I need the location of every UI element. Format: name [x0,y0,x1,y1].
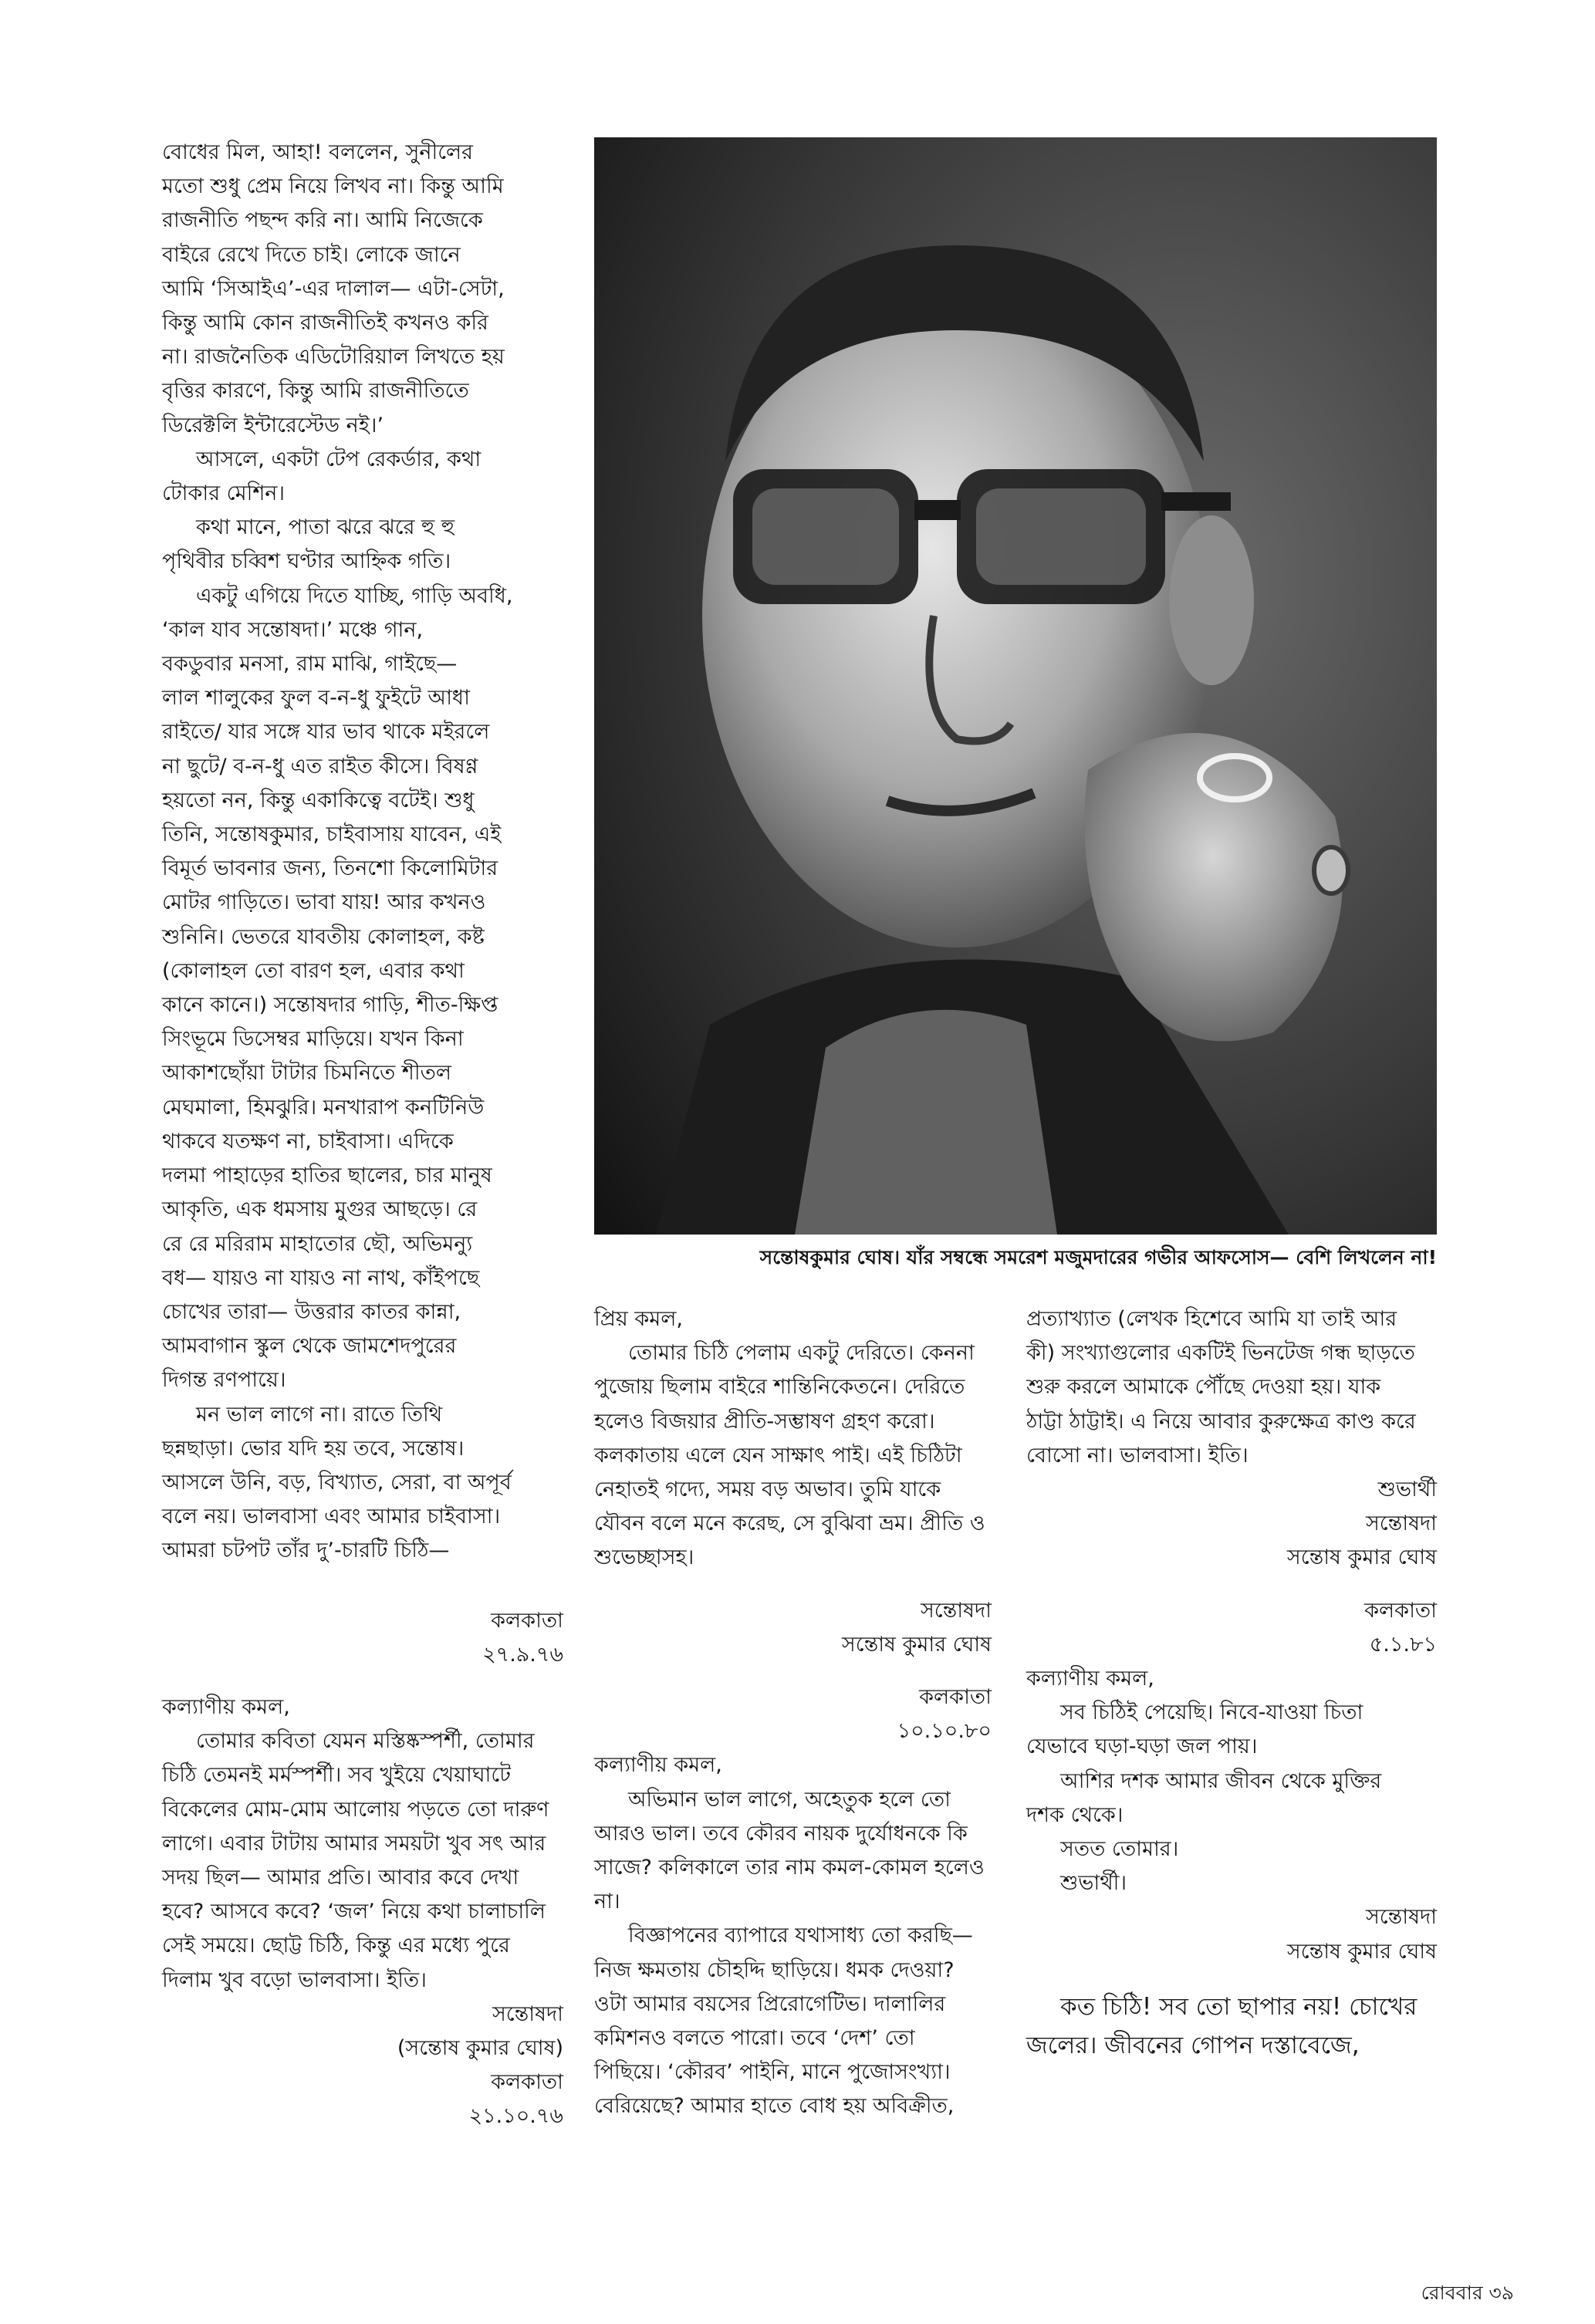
body-line: ডিরেক্টলি ইন্টারেস্টেড নই।’ [162,413,384,437]
letter-line: যৌবন বলে মনে করেছ, সে বুঝিবা ভ্রম। প্রীতি ও [594,1512,985,1536]
body-line: না ছুটে/ ব-ন-ধু এত রাইত কীসে। বিষণ্ণ [162,754,478,779]
body-line: আকাশছোঁয়া টাটার চিমনিতে শীতল [162,1061,451,1086]
letter-line: চিঠি তেমনই মর্মস্পর্শী। সব খুইয়ে খেয়াঘাটে [162,1763,511,1788]
body-line: আমি ‘সিআইএ’-এর দালাল— এটা-সেটা, [162,276,505,301]
body-line: একটু এগিয়ে দিতে যাচ্ছি, গাড়ি অবধি, [196,583,513,608]
letter-line: আরও ভাল। তবে কৌরব নায়ক দুর্যোধনকে কি [594,1821,968,1846]
letter-line: শুভেচ্ছাসহ। [594,1545,694,1570]
letter-line: বিকেলের মোম-মোম আলোয় পড়তে তো দারুণ [162,1797,549,1822]
letter-signature-full: (সন্তোষ কুমার ঘোষ) [397,2035,563,2060]
letter-salutation: কল্যাণীয় কমল, [162,1694,290,1719]
letter-line: তোমার চিঠি পেলাম একটু দেরিতে। কেননা [628,1341,975,1366]
letter-date: ২১.১০.৭৬ [468,2104,563,2129]
body-line: থাকবে যতক্ষণ না, চাইবাসা। এদিকে [162,1129,454,1154]
letter-line: আশির দশক আমার জীবন থেকে মুক্তির [1060,1768,1382,1793]
letter-place: কলকাতা [1364,1598,1437,1623]
letter-line: পুজোয় ছিলাম বাইরে শান্তিনিকেতনে। দেরিতে [594,1375,965,1400]
letter-signature: সন্তোষদা [492,2001,563,2026]
letter-line: নেহাতই গদ্যে, সময় বড় অভাব। তুমি যাকে [594,1478,941,1502]
body-line: মতো শুধু প্রেম নিয়ে লিখব না। কিন্তু আমি [162,174,504,199]
letter-line: বিজ্ঞাপনের ব্যাপারে যথাসাধ্য তো করছি— [628,1924,973,1948]
body-line: হয়তো নন, কিন্তু একাকিত্বে বটেই। শুধু [162,788,475,812]
body-line: আমরা চটপট তাঁর দু’-চারটি চিঠি— [162,1539,450,1563]
letter-line: শুরু করলে আমাকে পৌঁছে দেওয়া হয়। যাক [1026,1375,1381,1400]
letter-line: সদয় ছিল— আমার প্রতি। আবার কবে দেখা [162,1865,519,1890]
letter-line: অভিমান ভাল লাগে, অহেতুক হলে তো [628,1787,951,1812]
body-line: আকৃতি, এক ধমসায় মুগুর আছড়ে। রে [162,1197,478,1222]
body-line: আসলে উনি, বড়, বিখ্যাত, সেরা, বা অপূর্ব [162,1470,512,1495]
portrait-photo [594,137,1437,1235]
letter-signature: সন্তোষদা [1365,1512,1437,1536]
column-2 [594,1302,992,2124]
body-line: সিংভূমে ডিসেম্বর মাড়িয়ে। যখন কিনা [162,1027,464,1052]
body-line: বলে নয়। ভালবাসা এবং আমার চাইবাসা। [162,1505,501,1529]
letter-line: বেরিয়েছে? আমার হাতে বোধ হয় অবিক্রীত, [594,2094,955,2119]
body-line: ছন্নছাড়া। ভোর যদি হয় তবে, সন্তোষ। [162,1436,465,1461]
letter-signature: সন্তোষদা [1365,1905,1437,1930]
letter-line: ঠাট্টা ঠাট্টাই। এ নিয়ে আবার কুরুক্ষেত্র কাণ্ড করে [1026,1409,1416,1434]
body-line: মোটর গাড়িতে। ভাবা যায়! আর কখনও [162,890,486,915]
body-line: বকডুবার মনসা, রাম মাঝি, গাইছে— [162,652,458,677]
letter-line: সাজে? কলিকালে তার নাম কমল-কোমল হলেও [594,1856,985,1880]
body-line: দিগন্ত রণপায়ে। [162,1368,286,1393]
letter-line: বোসো না। ভালবাসা। ইতি। [1026,1443,1249,1468]
body-line: না। রাজনৈতিক এডিটোরিয়াল লিখতে হয় [162,345,505,370]
letter-closing: শুভার্থী [1377,1478,1437,1502]
letter-line: ওটা আমার বয়সের প্রিরোগেটিভ। দালালির [594,1991,946,2016]
body-line: মন ভাল লাগে না। রাতে তিথি [196,1402,443,1427]
letter-line: নিজ ক্ষমতায় চৌহদ্দি ছাড়িয়ে। ধমক দেওয়া? [594,1957,955,1982]
body-line: বধ— যায়ও না যায়ও না নাথ, কাঁইপছে [162,1265,480,1290]
letter-line: দশক থেকে। [1026,1802,1124,1827]
letter-signature: সন্তোষদা [920,1598,992,1623]
page-folio: রোববার ৩৯ [1421,2282,1514,2304]
body-line: রাইতে/ যার সঙ্গে যার ভাব থাকে মইরলে [162,720,490,745]
body-line: তিনি, সন্তোষকুমার, চাইবাসায় যাবেন, এই [162,823,502,847]
letter-line: সেই সময়ে। ছোট্ট চিঠি, কিন্তু এর মধ্যে পুরে [162,1934,510,1958]
letter-line: লাগে। এবার টাটায় আমার সময়টা খুব সৎ আর [162,1831,546,1856]
letter-closing: শুভার্থী। [1060,1871,1127,1896]
letter-line: প্রত্যাখ্যাত (লেখক হিশেবে আমি যা তাই আর [1026,1307,1397,1331]
body-line: লাল শালুকের ফুল ব-ন-ধু ফুইটে আধা [162,686,470,711]
body-line: রে রে মরিরাম মাহাতোর ছৌ, অভিমন্যু [162,1231,473,1256]
body-line: বাইরে রেখে দিতে চাই। লোকে জানে [162,242,461,267]
body-line: বৃত্তির কারণে, কিন্তু আমি রাজনীতিতে [162,379,469,404]
body-line: দলমা পাহাড়ের হাতির ছালের, চার মানুষ [162,1164,492,1188]
letter-date: ২৭.৯.৭৬ [482,1642,563,1667]
letter-closing: সতত তোমার। [1060,1837,1179,1862]
body-line: বোধের মিল, আহা! বললেন, সুনীলের [162,140,474,164]
letter-line: পিছিয়ে। ‘কৌরব’ পাইনি, মানে পুজোসংখ্যা। [594,2060,951,2085]
body-line: মেঘমালা, হিমঝুরি। মনখারাপ কনটিনিউ [162,1095,485,1120]
letter-line: কী) সংখ্যাগুলোর একটিই ভিনটেজ গন্ধ ছাড়তে [1026,1341,1415,1366]
letter-line: হলেও বিজয়ার প্রীতি-সম্ভাষণ গ্রহণ করো। [594,1409,935,1434]
letter-line: তোমার কবিতা যেমন মস্তিষ্কস্পর্শী, তোমার [196,1729,535,1754]
letter-place: কলকাতা [491,2070,563,2095]
letter-line: সব চিঠিই পেয়েছি। নিবে-যাওয়া চিতা [1060,1701,1364,1725]
letter-salutation: কল্যাণীয় কমল, [594,1753,722,1778]
body-line: কথা মানে, পাতা ঝরে ঝরে হু হু [196,515,455,540]
body-line: রাজনীতি পছন্দ করি না। আমি নিজেকে [162,208,483,233]
letter-line: হবে? আসবে কবে? ‘জল’ নিয়ে কথা চালাচালি [162,1900,546,1924]
letter-place: কলকাতা [919,1685,992,1710]
body-line: শুনিনি। ভেতরে যাবতীয় কোলাহল, কষ্ট [162,924,485,949]
column-1 [162,136,563,2134]
body-line: পৃথিবীর চব্বিশ ঘণ্টার আহ্নিক গতি। [162,549,451,574]
letter-date: ৫.১.৮১ [1369,1632,1437,1657]
letter-line: কমিশনও বলতে পারো। তবে ‘দেশ’ তো [594,2026,915,2051]
letter-salutation: প্রিয় কমল, [594,1307,683,1331]
letter-salutation: কল্যাণীয় কমল, [1026,1667,1154,1691]
body-line: টোকার মেশিন। [162,481,286,506]
photo-caption: সন্তোষকুমার ঘোষ। যাঁর সম্বন্ধে সমরেশ মজুমদারের গভীর আফসোস— বেশি লিখলেন না! [759,1246,1437,1268]
body-line: কিন্তু আমি কোন রাজনীতিই কখনও করি [162,311,488,336]
letter-line: না। [594,1890,620,1914]
body-line: (কোলাহল তো বারণ হল, এবার কথা [162,958,465,983]
column-3 [1026,1302,1437,2065]
letter-line: কলকাতায় এলে যেন সাক্ষাৎ পাই। এই চিঠিটা [594,1443,962,1468]
letter-signature-full: সন্তোষ কুমার ঘোষ [841,1632,992,1657]
letter-signature-full: সন্তোষ কুমার ঘোষ [1286,1939,1437,1964]
letter-date: ১০.১০.৮০ [897,1719,992,1744]
body-line: বিমূর্ত ভাবনার জন্য, তিনশো কিলোমিটার [162,856,498,881]
letter-signature-full: সন্তোষ কুমার ঘোষ [1286,1545,1437,1570]
body-line: চোখের তারা— উত্তরার কাতর কান্না, [162,1299,461,1324]
body-line: কানে কানে।) সন্তোষদার গাড়ি, শীত-ক্ষিপ্ত [162,993,498,1018]
body-line: ‘কাল যাব সন্তোষদা।’ মঞ্চে গান, [162,617,424,642]
letter-line: যেভাবে ঘড়া-ঘড়া জল পায়। [1026,1735,1258,1759]
letter-place: কলকাতা [491,1608,563,1633]
closing-line: জলের। জীবনের গোপন দস্তাবেজে, [1026,2031,1360,2059]
closing-line: কত চিঠি! সব তো ছাপার নয়! চোখের [1060,1992,1418,2021]
letter-line: দিলাম খুব বড়ো ভালবাসা। ইতি। [162,1968,427,1992]
body-line: আসলে, একটা টেপ রেকর্ডার, কথা [196,447,482,471]
body-line: আমবাগান স্কুল থেকে জামশেদপুরের [162,1334,457,1359]
